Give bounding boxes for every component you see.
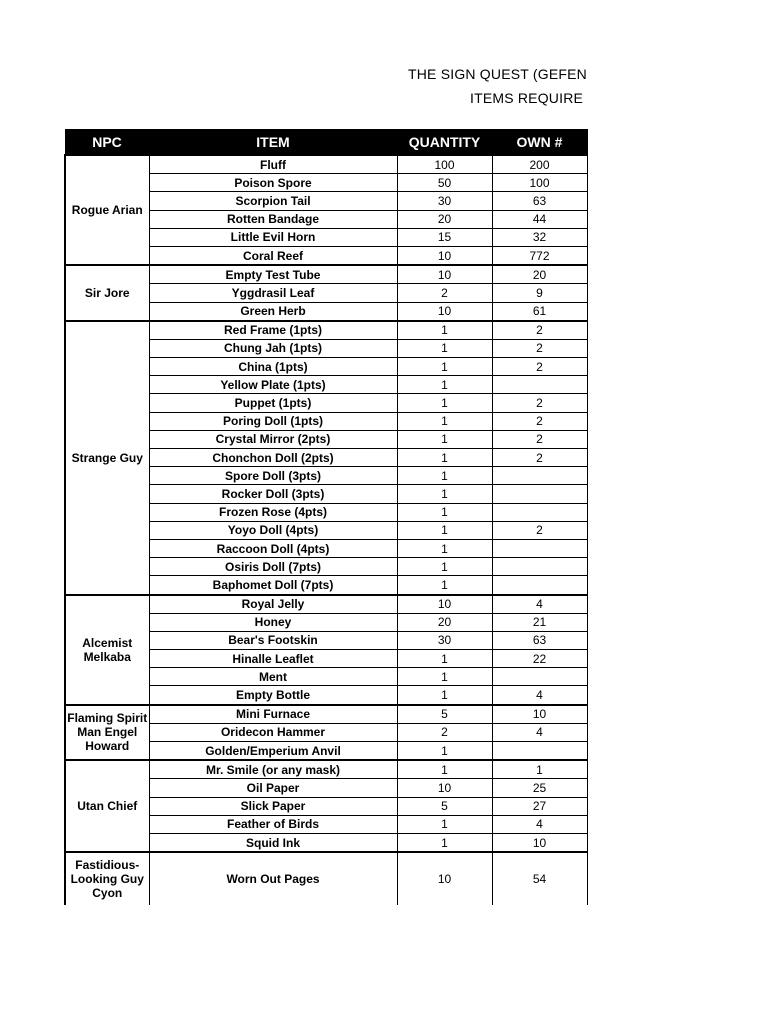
own-cell [492, 376, 587, 394]
own-cell [492, 485, 587, 503]
table-row [65, 705, 587, 724]
item-cell: Mr. Smile (or any mask) [149, 760, 397, 779]
item-cell: Chonchon Doll (2pts) [149, 449, 397, 467]
own-cell [492, 539, 587, 557]
quantity-cell: 1 [397, 539, 492, 557]
item-cell: Baphomet Doll (7pts) [149, 576, 397, 595]
item-cell: Poison Spore [149, 174, 397, 192]
own-cell: 10 [492, 705, 587, 724]
own-cell: 10 [492, 833, 587, 852]
own-cell: 61 [492, 302, 587, 321]
quantity-cell: 1 [397, 430, 492, 448]
item-cell: Little Evil Horn [149, 228, 397, 246]
own-cell: 21 [492, 613, 587, 631]
item-cell: Ment [149, 668, 397, 686]
own-cell: 63 [492, 192, 587, 210]
item-cell: Crystal Mirror (2pts) [149, 430, 397, 448]
item-cell: Empty Bottle [149, 686, 397, 705]
own-cell [492, 576, 587, 595]
quantity-cell: 1 [397, 833, 492, 852]
own-cell: 4 [492, 815, 587, 833]
header-item: ITEM [149, 130, 397, 156]
quantity-cell: 1 [397, 358, 492, 376]
npc-cell: Flaming Spirit Man Engel Howard [65, 705, 149, 761]
own-cell: 54 [492, 852, 587, 905]
quantity-cell: 1 [397, 668, 492, 686]
item-cell: Golden/Emperium Anvil [149, 742, 397, 761]
table-row [65, 321, 587, 340]
quantity-cell: 1 [397, 650, 492, 668]
item-cell: Feather of Birds [149, 815, 397, 833]
table-row [65, 155, 587, 174]
table-row [65, 760, 587, 779]
quantity-cell: 10 [397, 852, 492, 905]
quantity-cell: 10 [397, 779, 492, 797]
own-cell: 63 [492, 631, 587, 649]
own-cell: 4 [492, 686, 587, 705]
item-cell: Coral Reef [149, 246, 397, 265]
own-cell: 9 [492, 284, 587, 302]
item-cell: Frozen Rose (4pts) [149, 503, 397, 521]
item-cell: Oil Paper [149, 779, 397, 797]
own-cell: 4 [492, 595, 587, 614]
own-cell: 2 [492, 321, 587, 340]
own-cell: 2 [492, 449, 587, 467]
own-cell: 2 [492, 521, 587, 539]
table-row [65, 852, 587, 905]
item-cell: China (1pts) [149, 358, 397, 376]
item-cell: Rotten Bandage [149, 210, 397, 228]
quantity-cell: 30 [397, 192, 492, 210]
quantity-cell: 2 [397, 284, 492, 302]
own-cell: 2 [492, 358, 587, 376]
item-cell: Scorpion Tail [149, 192, 397, 210]
quantity-cell: 1 [397, 742, 492, 761]
item-cell: Yoyo Doll (4pts) [149, 521, 397, 539]
quantity-cell: 20 [397, 210, 492, 228]
header-quantity: QUANTITY [397, 130, 492, 156]
own-cell: 200 [492, 155, 587, 174]
item-cell: Worn Out Pages [149, 852, 397, 905]
own-cell: 20 [492, 265, 587, 284]
npc-cell: Fastidious-Looking Guy Cyon [65, 852, 149, 905]
item-cell: Chung Jah (1pts) [149, 339, 397, 357]
item-cell: Hinalle Leaflet [149, 650, 397, 668]
quantity-cell: 100 [397, 155, 492, 174]
table-row [65, 265, 587, 284]
own-cell: 2 [492, 339, 587, 357]
npc-cell: Rogue Arian [65, 155, 149, 265]
quantity-cell: 5 [397, 705, 492, 724]
header-npc: NPC [65, 130, 149, 156]
npc-cell: Alcemist Melkaba [65, 595, 149, 705]
item-cell: Puppet (1pts) [149, 394, 397, 412]
own-cell [492, 668, 587, 686]
header-own: OWN # [492, 130, 587, 156]
npc-cell: Sir Jore [65, 265, 149, 321]
quantity-cell: 20 [397, 613, 492, 631]
quantity-cell: 1 [397, 760, 492, 779]
item-cell: Green Herb [149, 302, 397, 321]
quantity-cell: 1 [397, 467, 492, 485]
quantity-cell: 1 [397, 394, 492, 412]
quantity-cell: 15 [397, 228, 492, 246]
item-cell: Bear's Footskin [149, 631, 397, 649]
own-cell: 44 [492, 210, 587, 228]
quantity-cell: 1 [397, 558, 492, 576]
own-cell [492, 742, 587, 761]
own-cell: 2 [492, 412, 587, 430]
item-cell: Poring Doll (1pts) [149, 412, 397, 430]
sheet-subtitle: ITEMS REQUIRE [470, 90, 584, 106]
own-cell: 2 [492, 430, 587, 448]
own-cell: 4 [492, 723, 587, 741]
own-cell: 1 [492, 760, 587, 779]
quantity-cell: 1 [397, 449, 492, 467]
own-cell: 22 [492, 650, 587, 668]
own-cell: 32 [492, 228, 587, 246]
own-cell: 2 [492, 394, 587, 412]
quantity-cell: 30 [397, 631, 492, 649]
quantity-cell: 10 [397, 302, 492, 321]
sheet-title: THE SIGN QUEST (GEFEN [408, 66, 587, 82]
quantity-cell: 1 [397, 412, 492, 430]
item-cell: Yggdrasil Leaf [149, 284, 397, 302]
item-cell: Squid Ink [149, 833, 397, 852]
quantity-cell: 1 [397, 376, 492, 394]
item-cell: Yellow Plate (1pts) [149, 376, 397, 394]
item-cell: Spore Doll (3pts) [149, 467, 397, 485]
item-cell: Osiris Doll (7pts) [149, 558, 397, 576]
quantity-cell: 1 [397, 521, 492, 539]
quantity-cell: 1 [397, 686, 492, 705]
item-cell: Slick Paper [149, 797, 397, 815]
header-row [65, 130, 587, 156]
item-cell: Fluff [149, 155, 397, 174]
quantity-cell: 1 [397, 321, 492, 340]
quantity-cell: 1 [397, 576, 492, 595]
own-cell: 772 [492, 246, 587, 265]
item-cell: Rocker Doll (3pts) [149, 485, 397, 503]
quantity-cell: 1 [397, 339, 492, 357]
own-cell [492, 467, 587, 485]
npc-cell: Strange Guy [65, 321, 149, 595]
items-table [64, 129, 588, 905]
item-cell: Mini Furnace [149, 705, 397, 724]
item-cell: Royal Jelly [149, 595, 397, 614]
own-cell: 100 [492, 174, 587, 192]
quantity-cell: 1 [397, 503, 492, 521]
own-cell [492, 558, 587, 576]
quantity-cell: 10 [397, 246, 492, 265]
item-cell: Empty Test Tube [149, 265, 397, 284]
quantity-cell: 10 [397, 595, 492, 614]
quantity-cell: 2 [397, 723, 492, 741]
own-cell [492, 503, 587, 521]
quantity-cell: 50 [397, 174, 492, 192]
item-cell: Oridecon Hammer [149, 723, 397, 741]
quantity-cell: 1 [397, 815, 492, 833]
own-cell: 27 [492, 797, 587, 815]
quantity-cell: 5 [397, 797, 492, 815]
item-cell: Raccoon Doll (4pts) [149, 539, 397, 557]
item-cell: Red Frame (1pts) [149, 321, 397, 340]
quantity-cell: 10 [397, 265, 492, 284]
npc-cell: Utan Chief [65, 760, 149, 852]
own-cell: 25 [492, 779, 587, 797]
table-body [65, 155, 587, 905]
table-row [65, 595, 587, 614]
item-cell: Honey [149, 613, 397, 631]
quantity-cell: 1 [397, 485, 492, 503]
